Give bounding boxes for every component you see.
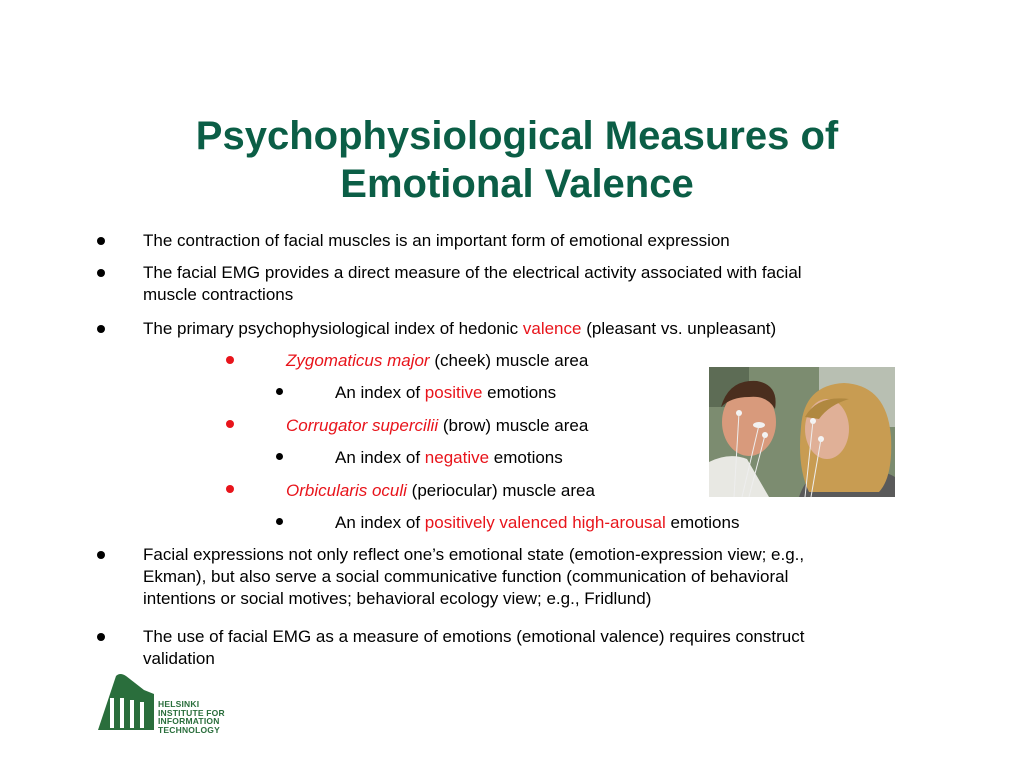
bullet-dot xyxy=(97,237,105,245)
sub-bullet-dot xyxy=(226,420,234,428)
bullet-text: validation xyxy=(143,649,215,668)
logo-line: TECHNOLOGY xyxy=(158,724,220,735)
bullet-text: emotions xyxy=(665,513,740,532)
logo-line: INFORMATION xyxy=(158,716,220,726)
highlight-valence: valence xyxy=(522,319,582,338)
sub-sub-bullet-dot xyxy=(276,518,283,525)
bullet-item-5 xyxy=(143,626,943,670)
sub-item-corrugator xyxy=(286,415,706,437)
muscle-name: Orbicularis oculi xyxy=(286,481,407,500)
highlight-positive: positive xyxy=(424,383,483,402)
people-with-emg-electrodes-photo-icon xyxy=(709,367,895,497)
bullet-text: Ekman), but also serve a social communicative function (communication of behavioral xyxy=(143,567,789,586)
highlight-negative: negative xyxy=(424,448,490,467)
sub-sub-item-high-arousal xyxy=(335,512,855,534)
bullet-dot xyxy=(97,269,105,277)
sub-bullet-dot xyxy=(226,485,234,493)
muscle-name: Corrugator supercilii xyxy=(286,416,439,435)
bullet-text: muscle contractions xyxy=(143,285,294,304)
bullet-text: (periocular) muscle area xyxy=(406,481,595,500)
slide-title-line2: Emotional Valence xyxy=(340,162,694,206)
logo-line: HELSINKI xyxy=(158,699,200,709)
sub-sub-bullet-dot xyxy=(276,388,283,395)
bullet-item-4 xyxy=(143,544,943,610)
bullet-text: emotions xyxy=(489,448,563,467)
bullet-text: (pleasant vs. unpleasant) xyxy=(581,319,777,338)
logo-text xyxy=(158,700,225,734)
bullet-text: The primary psychophysiological index of hedonic xyxy=(143,319,523,338)
bullet-text: An index of xyxy=(335,448,425,467)
bullet-text: intentions or social motives; behavioral ecology view; e.g., Fridlund) xyxy=(143,589,652,608)
sub-bullet-dot xyxy=(226,356,234,364)
bullet-dot xyxy=(97,551,105,559)
bullet-item-3 xyxy=(143,318,943,340)
sub-sub-bullet-dot xyxy=(276,453,283,460)
muscle-name: Zygomaticus major xyxy=(286,351,430,370)
bullet-text: The facial EMG provides a direct measure of the electrical activity associated with facial xyxy=(143,263,802,282)
highlight-high-arousal: positively valenced high-arousal xyxy=(424,513,666,532)
bullet-dot xyxy=(97,633,105,641)
bullet-text: The use of facial EMG as a measure of emotions (emotional valence) requires construct xyxy=(143,627,805,646)
slide-title-line1: Psychophysiological Measures of xyxy=(195,114,839,158)
bullet-item-1 xyxy=(143,230,943,252)
bullet-text: emotions xyxy=(482,383,557,402)
logo-line: INSTITUTE FOR xyxy=(158,707,225,718)
bullet-text: An index of xyxy=(335,383,425,402)
emg-photo xyxy=(709,367,895,497)
sub-item-orbicularis xyxy=(286,480,706,502)
bullet-item-2 xyxy=(143,262,943,306)
bullet-text: The contraction of facial muscles is an important form of emotional expression xyxy=(143,231,730,250)
bullet-text: An index of xyxy=(335,513,425,532)
bullet-text: (cheek) muscle area xyxy=(429,351,589,370)
bullet-text: (brow) muscle area xyxy=(438,416,589,435)
sub-item-zygomaticus xyxy=(286,350,706,372)
bullet-dot xyxy=(97,325,105,333)
bullet-text: Facial expressions not only reflect one’s emotional state (emotion-expression view; e.g., xyxy=(143,545,805,564)
